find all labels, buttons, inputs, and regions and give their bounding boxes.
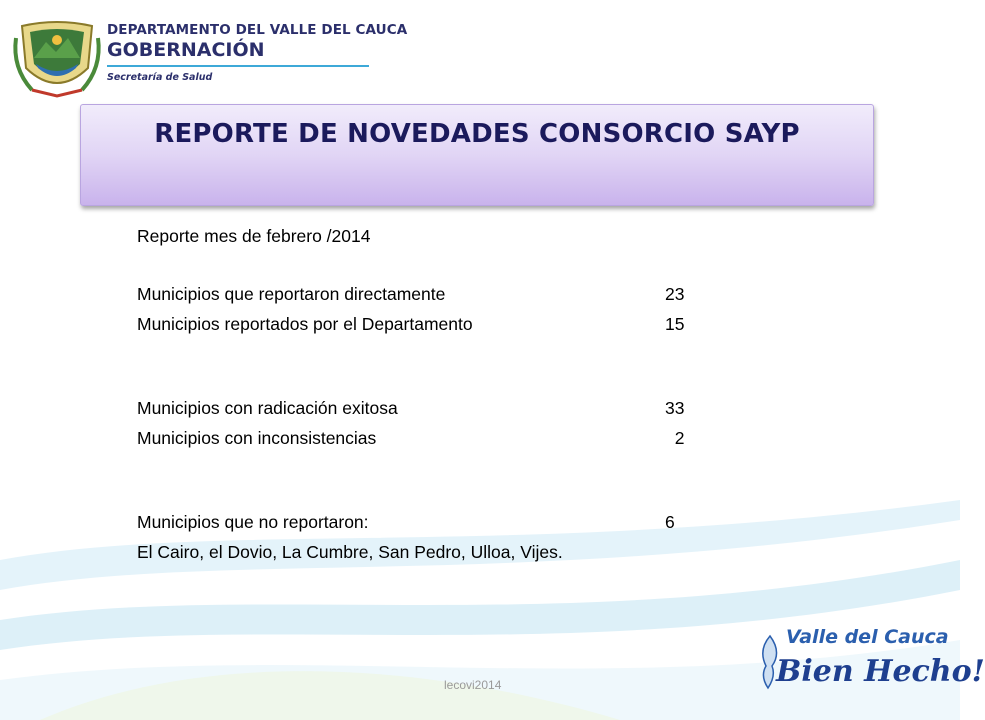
government-name: GOBERNACIÓN [107, 39, 265, 61]
report-row [137, 428, 376, 449]
not-reported-list: El Cairo, el Dovio, La Cumbre, San Pedro, Ulloa, Vijes. [137, 542, 563, 562]
page-title: REPORTE DE NOVEDADES CONSORCIO SAYP [154, 119, 800, 149]
title-box [80, 104, 874, 206]
brand-line-1: Valle del Cauca [786, 626, 949, 648]
report-row-label: Municipios que reportaron directamente [137, 284, 446, 304]
header-rule [107, 65, 369, 67]
report-row-value: 6 [665, 512, 675, 532]
report-row [137, 284, 445, 305]
report-period: Reporte mes de febrero /2014 [137, 226, 371, 246]
report-row-label: Municipios con inconsistencias [137, 428, 377, 448]
secretariat-name: Secretaría de Salud [107, 72, 213, 83]
report-row [137, 512, 369, 533]
report-row [137, 314, 473, 335]
report-row-value: 33 [665, 398, 685, 418]
report-row-value: 23 [665, 284, 685, 304]
report-row-value: 2 [665, 428, 685, 448]
coat-of-arms-icon [12, 18, 102, 100]
report-row-label: Municipios reportados por el Departamento [137, 314, 473, 334]
footer-note: lecovi2014 [444, 678, 502, 692]
brand-logo [756, 614, 985, 704]
header-brand [107, 22, 407, 83]
report-row [137, 398, 398, 419]
brand-line-2: Bien Hecho! [776, 654, 985, 689]
report-row-label: Municipios con radicación exitosa [137, 398, 398, 418]
report-row-label: Municipios que no reportaron: [137, 512, 369, 532]
department-name: DEPARTAMENTO DEL VALLE DEL CAUCA [107, 22, 408, 38]
report-row-value: 15 [665, 314, 685, 334]
